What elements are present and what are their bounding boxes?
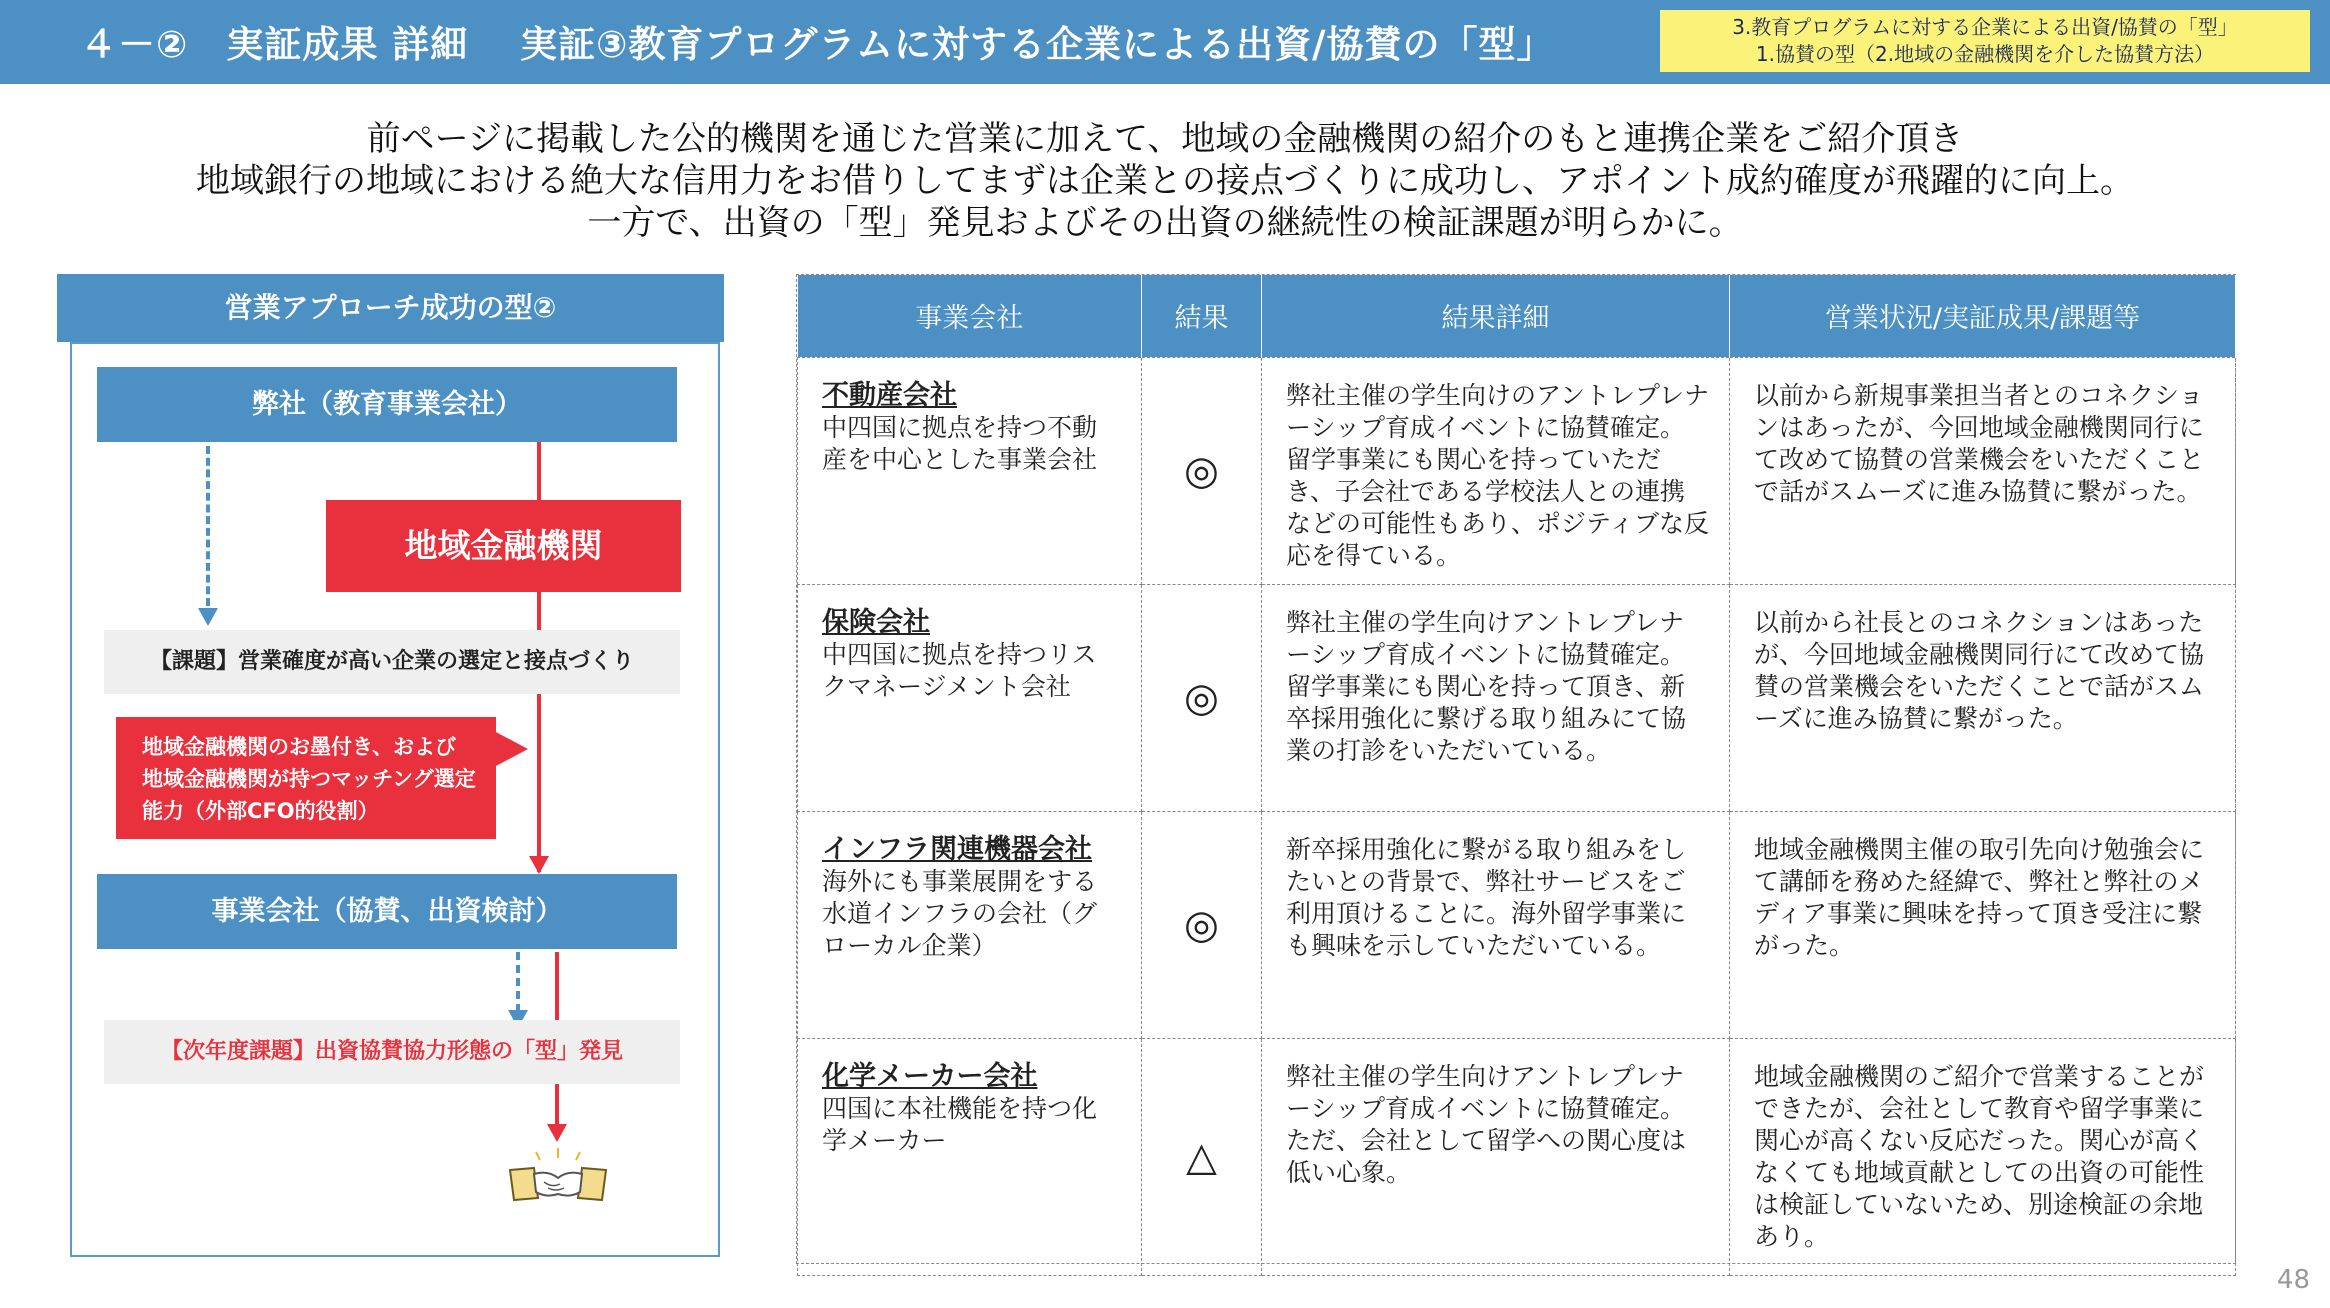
detail-cell: 弊社主催の学生向けアントレプレナーシップ育成イベントに協賛確定。留学事業にも関心を持って頂き、新卒採用強化に繋げる取り組みにて協業の打診をいただいている。	[1262, 584, 1730, 811]
section-tag-line2: 1.協賛の型（2.地域の金融機関を介した協賛方法）	[1755, 42, 2215, 66]
our-company-box: 弊社（教育事業会社）	[97, 367, 677, 442]
page-title: ４－② 実証成果 詳細 実証③教育プログラムに対する企業による出資/協賛の「型」	[80, 23, 1555, 66]
company-name: 化学メーカー会社	[822, 1060, 1038, 1092]
arrow-down-icon	[529, 856, 549, 874]
issue-label: 【課題】営業確度が高い企業の選定と接点づくり	[104, 630, 680, 694]
result-cell: ◎	[1142, 811, 1262, 1038]
table-row	[798, 811, 2236, 1038]
company-cell	[798, 357, 1142, 584]
intro-text	[0, 118, 2330, 244]
column-header-result: 結果	[1142, 275, 1262, 357]
company-name: 不動産会社	[822, 379, 957, 411]
column-header-company: 事業会社	[798, 275, 1142, 357]
header-bar	[0, 0, 2330, 84]
callout-tip	[494, 731, 528, 767]
company-cell	[798, 1038, 1142, 1275]
result-cell: △	[1142, 1038, 1262, 1275]
table-row	[798, 584, 2236, 811]
detail-cell: 新卒採用強化に繋がる取り組みをしたいとの背景で、弊社サービスをご利用頂けることに。海外留学事業にも興味を示していただいている。	[1262, 811, 1730, 1038]
status-cell: 地域金融機関のご紹介で営業することができたが、会社として教育や留学事業に関心が高くない反応だった。関心が高くなくても地域貢献としての出資の可能性は検証していないため、別途検証の余地あり。	[1730, 1038, 2236, 1275]
column-header-status: 営業状況/実証成果/課題等	[1730, 275, 2236, 357]
section-tag	[1660, 10, 2310, 72]
company-description: 四国に本社機能を持つ化学メーカー	[822, 1093, 1098, 1155]
arrow-down-icon	[547, 1124, 567, 1142]
detail-cell: 弊社主催の学生向けアントレプレナーシップ育成イベントに協賛確定。ただ、会社として留学への関心度は低い心象。	[1262, 1038, 1730, 1275]
intro-line-1: 前ページに掲載した公的機関を通じた営業に加えて、地域の金融機関の紹介のもと連携企業をご紹介頂き	[366, 119, 1964, 159]
company-cell	[798, 584, 1142, 811]
callout-bubble	[116, 717, 528, 839]
status-cell: 地域金融機関主催の取引先向け勉強会にて講師を務めた経緯で、弊社と弊社のメディア事業に興味を持って頂き受注に繋がった。	[1730, 811, 2236, 1038]
business-company-box: 事業会社（協賛、出資検討）	[97, 874, 677, 949]
table-row	[798, 357, 2236, 584]
page-number: 48	[2276, 1265, 2310, 1295]
callout-text: 地域金融機関のお墨付き、および地域金融機関が持つマッチング選定能力（外部CFO的役割）	[116, 717, 496, 839]
result-cell: ◎	[1142, 584, 1262, 811]
column-header-detail: 結果詳細	[1262, 275, 1730, 357]
result-cell: ◎	[1142, 357, 1262, 584]
status-cell: 以前から社長とのコネクションはあったが、今回地域金融機関同行にて改めて協賛の営業機会をいただくことで話がスムーズに進み協賛に繋がった。	[1730, 584, 2236, 811]
company-description: 中四国に拠点を持つ不動産を中心とした事業会社	[822, 412, 1098, 474]
section-tag-line1: 3.教育プログラムに対する企業による出資/協賛の「型」	[1732, 15, 2238, 39]
next-issue-label: 【次年度課題】出資協賛協力形態の「型」発見	[104, 1020, 680, 1084]
table-header-row	[798, 275, 2236, 357]
detail-cell: 弊社主催の学生向けのアントレプレナーシップ育成イベントに協賛確定。留学事業にも関心を持っていただき、子会社である学校法人との連携などの可能性もあり、ポジティブな反応を得ている。	[1262, 357, 1730, 584]
status-cell: 以前から新規事業担当者とのコネクションはあったが、今回地域金融機関同行にて改めて協賛の営業機会をいただくことで話がスムーズに進み協賛に繋がった。	[1730, 357, 2236, 584]
dashed-connector-1	[206, 446, 210, 606]
company-cell	[798, 811, 1142, 1038]
intro-line-2: 地域銀行の地域における絶大な信用力をお借りしてまずは企業との接点づくりに成功し、アポイント成約確度が飛躍的に向上。	[196, 161, 2134, 201]
arrow-down-icon	[198, 608, 218, 626]
regional-bank-box: 地域金融機関	[326, 500, 681, 592]
table-row	[798, 1038, 2236, 1275]
company-table	[796, 274, 2236, 1264]
company-description: 海外にも事業展開をする水道インフラの会社（グローカル企業）	[822, 866, 1098, 960]
company-name: 保険会社	[822, 606, 930, 638]
dashed-connector-2	[516, 952, 520, 1012]
intro-line-3: 一方で、出資の「型」発見およびその出資の継続性の検証課題が明らかに。	[587, 203, 1743, 243]
handshake-icon	[508, 1148, 608, 1208]
company-name: インフラ関連機器会社	[822, 833, 1092, 865]
company-description: 中四国に拠点を持つリスクマネージメント会社	[822, 639, 1097, 701]
flow-panel-title: 営業アプローチ成功の型②	[57, 274, 724, 342]
